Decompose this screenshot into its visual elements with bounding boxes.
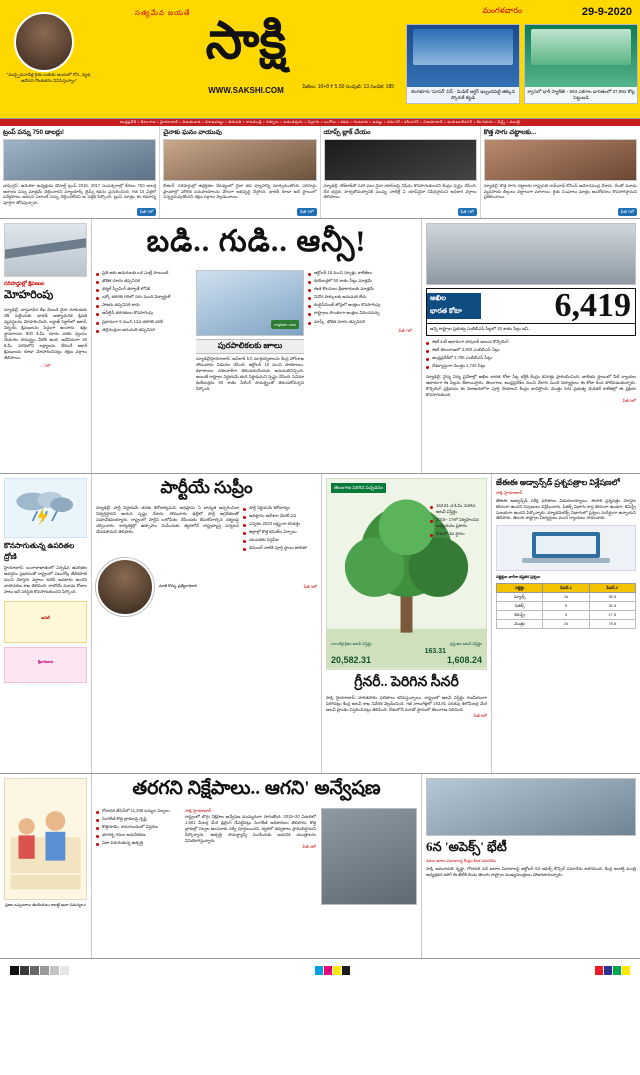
list-item: సింగరేణి కొత్త బ్లాకులపై దృష్టి — [96, 816, 180, 822]
masthead-quote: "ముప్పైమూడేళ్ల రైతు బతుకు అందులో గోస, వ్యథ, ఆవేదన గొంతుకను వినిపిస్తున్నాం" — [6, 72, 92, 83]
cricket-photo — [413, 29, 513, 65]
teaser-photo — [3, 139, 156, 181]
cell: 17.5 — [589, 610, 635, 619]
list-item: దేశంలో 3వ స్థానం — [430, 531, 482, 537]
cell: 30.5 — [589, 592, 635, 601]
teaser-page-tag[interactable]: పేజీ 7లో — [297, 208, 316, 216]
list-item: రాష్ట్రాలు సొంతంగా ఆంక్షలు విధించవచ్చు — [308, 310, 412, 316]
table-row — [497, 592, 636, 601]
weather-illustration — [4, 478, 87, 538]
tree-photo — [326, 478, 487, 670]
party-page-tag[interactable]: పేజీ 3లో — [303, 583, 317, 589]
green-right-value: 1,608.24 — [446, 655, 482, 665]
color-swatch — [315, 966, 323, 975]
promo-caption: బెంగళూరు 'సూపర్' విన్ - మిడిల్ ఆర్డర్ ఇబ్బందిపెట్టి తక్కువ స్కోరుకే కట్టడి — [407, 87, 519, 103]
masthead-right — [400, 0, 640, 118]
lead-page-tag[interactable]: పేజీ 7లో — [398, 327, 412, 333]
table-row — [497, 619, 636, 628]
edition-meta: పేజీలు: 10+8 ₹ 5.50 సంపుటి: 13 సంచిక: 185 — [302, 84, 394, 90]
missiles-story — [0, 219, 92, 473]
print-registration-bar — [0, 959, 640, 981]
lead-bullets2-col — [308, 270, 412, 392]
sanskrit-motto: సత్యమేవ జయతే — [135, 10, 191, 17]
bottom-band — [0, 774, 640, 959]
jee-table-title: సబ్జెక్టుల వారీగా కష్టతర ప్రశ్నలు — [496, 575, 541, 580]
lead-photo-col — [196, 270, 304, 392]
teaser-item[interactable] — [0, 126, 160, 218]
missiles-kicker: సరిహద్దుల్లో క్షిపణుల — [4, 281, 45, 287]
list-item: కంటైన్‌మెంట్ జోన్లలో ఆంక్షలు కొనసాగింపు — [308, 302, 412, 308]
quota-subtext: అన్ని రాష్ట్రాల ప్రభుత్వ ఎంబీబీఎస్ సీట్లలో 15 శాతం సీట్లు ఇవీ.. — [427, 323, 635, 335]
apex-headline: 6న 'అపెక్స్' భేటీ — [426, 839, 507, 854]
list-item: మాస్క్, భౌతిక దూరం తప్పనిసరి — [308, 319, 412, 325]
lead-band — [0, 219, 640, 474]
list-item: ప్రతి ఆరు అడుగులకు ఒక ఎంట్రీ పాయింట్ — [96, 270, 192, 276]
jee-story — [492, 474, 640, 773]
green-right-value-2: 163.31 — [424, 648, 446, 655]
missiles-headline: మోహరింపు — [4, 289, 54, 301]
weather-story — [0, 474, 92, 773]
color-bars-right — [595, 966, 630, 975]
teaser-page-tag[interactable]: పేజీ 7లో — [137, 208, 156, 216]
masthead — [0, 0, 640, 119]
cartoon-caption: ప్రజల ఒప్పందాలు తలకిందులు కాబట్టి ఇంకా సమస్యలు! — [5, 903, 86, 907]
river-photo — [426, 778, 636, 836]
teaser-page-tag[interactable]: పేజీ 7లో — [618, 208, 637, 216]
greenery-story — [322, 474, 492, 773]
color-swatch — [613, 966, 621, 975]
color-swatch — [342, 966, 350, 975]
quota-number: 6,419 — [554, 287, 631, 324]
cell: 5 — [543, 610, 589, 619]
jee-byline: సాక్షి, హైదరాబాద్ — [496, 489, 523, 495]
cell: 24 — [543, 619, 589, 628]
cell: కెమిస్ట్రీ — [497, 610, 543, 619]
list-item: 2015– 17లో నిర్వహించిన అధ్యయనం ప్రకారం — [430, 517, 482, 529]
lead-bullets-2 — [308, 270, 412, 325]
coal-page-tag[interactable]: పేజీ 4లో — [302, 843, 316, 849]
cell: మొత్తం — [497, 619, 543, 628]
color-swatch — [324, 966, 332, 975]
quota-points — [426, 339, 636, 371]
cell: ఫిజిక్స్ — [497, 601, 543, 610]
edition-strip: ఆంధ్రప్రదేశ్ • తెలంగాణ • హైదరాబాద్ • విజయవాడ • విశాఖపట్నం • తిరుపతి • రాజమండ్రి • కర్నూలు • అనంతపురం • నెల్లూరు • ఒంగోలు • కడప • గుంటూరు • ఖమ్మం • వరంగల్ • కరీంనగర్ • నిజామాబాద్ • మహబూబ్‌నగర్ • బెంగళూరు • చెన్నై • ముంబై — [0, 119, 640, 126]
coal-bullets — [96, 808, 180, 905]
cell: 10 — [543, 592, 589, 601]
teaser-row — [0, 126, 640, 219]
teaser-headline: ట్రంప్ పన్ను 750 డాలర్లు! — [3, 129, 65, 136]
lead-bullets — [96, 270, 192, 333]
list-item: ఒక్కో తరగతి గదిలో సగం మంది విద్యార్థులే — [96, 294, 192, 300]
color-swatch — [595, 966, 603, 975]
quota-text: న్యూఢిల్లీ: వైద్య విద్య ప్రవేశాల్లో అఖిల భారత కోటా సీట్ల భర్తీకి కేంద్రం కసరత్తు ప్రారంభించింది. జాతీయ స్థాయిలో నీట్ ర్యాంకుల ఆధారంగా ఈ సీట్లను కేటాయిస్తారు. తెలంగాణ, ఆంధ్రప్రదేశ్‌ల నుంచి వేలాది మంది విద్యార్థులు ఈ కోటా కింద పోటీపడుతున్నారు. కౌన్సెలింగ్ ప్రక్రియను ఈ నెలాఖరులోగా పూర్తి చేయాలని కేంద్రం భావిస్తోంది. మొత్తం 541 ప్రభుత్వ మెడికల్ కాలేజీల్లో ఈ ప్రక్రియ కొనసాగుతుంది. — [426, 374, 636, 398]
quota-stat-box — [426, 288, 636, 336]
teaser-headline: కొత్త సాగు చట్టాలకు... — [483, 129, 537, 136]
list-item: థియేటర్లలో 50 శాతం సీట్లు మాత్రమే — [308, 278, 412, 284]
cartoon-illustration — [5, 779, 86, 899]
greenery-text: సాక్షి, హైదరాబాద్: హరితహారం ఫలితాలు కనిపిస్తున్నాయి. రాష్ట్రంలో అటవీ విస్తీర్ణం గణనీయంగా పెరిగినట్లు కేంద్ర అటవీ శాఖ నివేదిక వెల్లడించింది. గత నాలుగేళ్లలో 163.81 చదరపు కిలోమీటర్ల మేర అటవీ ప్రాంతం విస్తరించినట్లు తెలిపింది. దేశంలోనే మూడో స్థానంలో తెలంగాణ నిలిచింది. — [326, 695, 487, 712]
list-item: యువతకు పెద్దపీట — [243, 537, 317, 543]
teaser-page-tag[interactable]: పేజీ 7లో — [458, 208, 477, 216]
laptop-illustration — [496, 525, 636, 571]
grey-step — [50, 966, 59, 975]
grey-step — [20, 966, 29, 975]
list-item: అక్టోబర్ 15 నుంచి స్కూళ్లు, కాలేజీలు — [308, 270, 412, 276]
party-text: న్యూఢిల్లీ: పార్టీ నిర్ణయమే తనకు శిరోధార్యమని, అధిష్ఠానం ఏ బాధ్యత అప్పగించినా నిర్వర్తిస్తానని ఆయన స్పష్టం చేశారు. సోమవారం ఢిల్లీలో పార్టీ అగ్రనేతలతో సమావేశమయ్యారు. రాష్ట్రంలో పార్టీని బలోపేతం చేసేందుకు తీసుకోవాల్సిన చర్యలపై చర్చించారు. కార్యకర్తల్లో ఉత్సాహం నింపేందుకు త్వరలోనే రాష్ట్రవ్యాప్త పర్యటన చేపడతామని తెలిపారు. — [96, 505, 239, 534]
table-row — [497, 610, 636, 619]
green-badge: తెలంగాణ పెరిగిన పచ్చదనం — [331, 483, 386, 493]
grey-step — [30, 966, 39, 975]
table-col-paper2: పేపర్-2 — [589, 583, 635, 592]
list-item: ఆన్‌లైన్ తరగతులు కొనసాగింపు — [96, 310, 192, 316]
color-swatch — [604, 966, 612, 975]
color-bars-left — [315, 966, 350, 975]
teaser-text: న్యూఢిల్లీ: కొత్త సాగు చట్టాలకు రాష్ట్రపతి రామ్‌నాథ్ కోవింద్ ఆమోదముద్ర వేశారు. దీంతో మూడు వ్యవసాయ బిల్లులు చట్టాలుగా మారాయి. రైతు సంఘాలు మాత్రం ఆందోళనలు కొనసాగిస్తామని ప్రకటించాయి. — [483, 183, 637, 200]
color-swatch — [333, 966, 341, 975]
list-item: ఈత కొలనులు క్రీడాకారులకు మాత్రమే — [308, 286, 412, 292]
apex-story — [422, 774, 640, 958]
teaser-headline: చైనాకు ఘనం వాయువు — [163, 129, 222, 136]
list-item: 163.81 చ.కి.మీ. పెరిగిన అటవీ విస్తీర్ణం — [430, 503, 482, 515]
teaser-text: బీజింగ్: సరిహద్దుల్లో ఉద్రిక్తతల నేపథ్యంలో చైనా తన వ్యూహాన్ని మార్చుకుంటోంది. సరిహద్దు ప్రాంతాల్లో మౌలిక సదుపాయాలను వేగంగా అభివృద్ధి చేస్తోంది. భారత్ కూడా అదే స్థాయిలో సన్నద్ధమవుతోందని రక్షణ వర్గాలు వెల్లడించాయి. — [163, 183, 317, 200]
list-item: తల్లిదండ్రుల అనుమతి తప్పనిసరి — [96, 327, 192, 333]
missiles-text: న్యూఢిల్లీ: వాస్తవాధీన రేఖ వెంబడి చైనా దూకుడుకు చెక్ పెట్టేందుకు భారత్ అత్యాధునిక క్షిపణి వ్యవస్థలను మోహరించింది. లద్దాఖ్ సెక్టార్‌లో ఆకాశ్, నిర్భయ్ క్షిపణులను సిద్ధంగా ఉంచారు. శత్రు స్థావరాలను 800 కి.మీ. దూరం వరకు ధ్వంసం చేయగల సామర్థ్యం వీటికి ఉంది. అదేవిధంగా 40 కి.మీ. పరిధిలోని లక్ష్యాలను ఛేదించే ఆకాశ్ క్షిపణులను కూడా మోహరించినట్లు రక్షణ వర్గాలు తెలిపాయి. — [4, 307, 87, 360]
grey-step — [40, 966, 49, 975]
list-item: థర్మల్ స్క్రీనింగ్ తర్వాతే లోనికి — [96, 286, 192, 292]
party-bullets — [243, 505, 317, 554]
teaser-item[interactable] — [321, 126, 481, 218]
party-headline: పార్టీయే సుప్రీం — [160, 478, 253, 497]
stethoscope-photo — [426, 223, 636, 285]
list-item: కొత్తగూడెం, రామగుండంలో విస్తరణ — [96, 824, 180, 830]
list-item: ప్రధానంగా 9 నుంచి 12వ తరగతి వరకే — [96, 319, 192, 325]
ad-yellow[interactable] — [4, 601, 87, 643]
laptop-icon — [497, 526, 635, 570]
newspaper-title: సాక్షి — [205, 13, 287, 70]
greenery-page-tag[interactable]: పేజీ 6లో — [473, 712, 487, 718]
list-item: ఏటా పెరుగుతున్న ఉత్పత్తి — [96, 840, 180, 846]
apex-subhead: నదుల జలాల వివాదాలపై కేంద్రం కీలక సమావేశం — [426, 859, 496, 863]
table-header-row — [497, 583, 636, 592]
ad-pink[interactable] — [4, 647, 87, 683]
list-item: హాజరు తప్పనిసరి కాదు — [96, 302, 192, 308]
green-left-value: 20,582.31 — [331, 655, 372, 665]
quota-page-tag[interactable]: పేజీ 5లో — [622, 398, 636, 404]
teaser-item[interactable] — [481, 126, 640, 218]
cartoon-panel — [0, 774, 92, 958]
table-row — [497, 601, 636, 610]
list-item: భౌతిక దూరం తప్పనిసరి — [96, 278, 192, 284]
website-url[interactable]: WWW.SAKSHI.COM — [208, 86, 284, 95]
coal-story — [92, 774, 422, 958]
lead-story — [92, 219, 422, 473]
table-col-paper1: పేపర్-1 — [543, 583, 589, 592]
cell: 79.5 — [589, 619, 635, 628]
teaser-item[interactable] — [160, 126, 320, 218]
color-swatch — [622, 966, 630, 975]
teaser-text: వాషింగ్టన్: అమెరికా అధ్యక్షుడు డొనాల్డ్ ట్రంప్ 2016, 2017 సంవత్సరాల్లో కేవలం 750 డాలర్ల ఆదాయ పన్ను మాత్రమే చెల్లించారని న్యూయార్క్ టైమ్స్ కథనం ప్రచురించింది. గత 15 ఏళ్లలో పదేళ్లపాటు ఆయన ఎలాంటి పన్ను చెల్లించలేదని ఆ పత్రిక పేర్కొంది. ట్రంప్ మాత్రం ఈ కథనాన్ని పూర్తిగా తోసిపుచ్చారు. — [3, 183, 157, 206]
cell: మ్యాథ్స్ — [497, 592, 543, 601]
lead-sub-text: న్యూఢిల్లీ/హైదరాబాద్: అన్‌లాక్ 5.0 మార్గదర్శకాలను కేంద్ర హోంశాఖ సోమవారం విడుదల చేసింది. అక్టోబర్ 15 నుంచి పాఠశాలలు, కళాశాలలు దశలవారీగా తెరుచుకునేందుకు అనుమతినిచ్చింది. అయితే రాష్ట్రాల నిర్ణయమే తుది నిర్ణయమని స్పష్టం చేసింది. సినిమా థియేటర్లను 50 శాతం సీటింగ్ సామర్థ్యంతో తెరుచుకోవచ్చని పేర్కొంది. — [196, 356, 304, 391]
party-photo-caption: మాజీ కొమ్మ, ప్రత్యేకాధికారి — [159, 584, 197, 588]
list-item: గోదావరి బేసిన్‌లో 11,295 టన్నుల నిల్వలు — [96, 808, 180, 814]
promo-caption: శ్వాసలో భారీ ప్యాకేజీ! - 593 ఎకరాల భారతంలో 37,982 కోట్ల పెట్టుబడి — [525, 87, 637, 103]
jee-headline: జేఈఈ అడ్వాన్స్‌డ్ ప్రశ్నపత్రాల విశ్లేషణలో — [496, 478, 620, 487]
quota-badge-line2: భారత కోటా — [427, 306, 481, 319]
grey-step — [60, 966, 69, 975]
missile-photo — [4, 223, 87, 277]
weather-text: హైదరాబాద్: బంగాళాఖాతంలో ఏర్పడిన ఉపరితల ఆవర్తనం ప్రభావంతో రాష్ట్రంలో పలుచోట్ల తేలికపాటి నుంచి మోస్తరు వర్షాలు కురిసే అవకాశం ఉందని వాతావరణ శాఖ తెలిపింది. రాబోయే మూడు రోజుల పాటు ఇదే పరిస్థితి కొనసాగుతుందని పేర్కొంది. — [4, 565, 87, 594]
list-item: జిల్లాల్లో కొత్త కమిటీల ఏర్పాటు — [243, 529, 317, 535]
teaser-text: న్యూఢిల్లీ: టిక్‌టాక్‌తో సహా పలు చైనా యాప్‌లపై నిషేధం కొనసాగుతుందని కేంద్రం స్పష్టం చేసింది. దేశ భద్రత, సార్వభౌమత్వానికి ముప్పు వాటిల్లే ఏ యాప్‌నైనా నిషేధిస్తామని అధికార వర్గాలు తెలిపాయి. — [323, 183, 477, 200]
middle-band — [0, 474, 640, 774]
grey-step — [10, 966, 19, 975]
teaser-photo — [163, 139, 316, 181]
grey-scale-strip — [10, 966, 69, 975]
political-cartoon — [4, 778, 87, 900]
table-col-subject: సబ్జెక్టు — [497, 583, 543, 592]
ad-yellow-label: అనిల్ — [41, 615, 50, 620]
list-item: వినోద పార్కులకు అనుమతి లేదు — [308, 294, 412, 300]
avatar — [96, 558, 154, 616]
register-now-button[interactable]: register now — [271, 320, 299, 329]
list-item: డిసెంబర్ నాటికి పూర్తి స్థాయి జాబితా — [243, 545, 317, 551]
greenery-headline: గ్రీనరీ.. పెరిగిన సీనరీ — [354, 675, 459, 690]
promo-card-investment[interactable] — [524, 24, 638, 104]
green-left-label: నాలుగేళ్ల క్రితం అటవీ విస్తీర్ణం — [331, 641, 372, 646]
jee-text: జేఈఈ అడ్వాన్స్‌డ్ పరీక్ష ఫలితాలు విడుదలయ్యాయి. ఈసారి ప్రశ్నపత్రం మోస్తరు కఠినంగా ఉందని నిపుణులు విశ్లేషించారు. ఫిజిక్స్ విభాగం కాస్త కఠినంగా ఉండగా, కెమిస్ట్రీ సులభంగా ఉందని పేర్కొన్నారు. మ్యాథమెటిక్స్ విభాగంలో ప్రశ్నలు సుదీర్ఘంగా ఉన్నాయని తెలిపారు. తెలుగు రాష్ట్రాల విద్యార్థులు మంచి ర్యాంకులు సాధించారు. — [496, 497, 636, 521]
coal-byline: సాక్షి, హైదరాబాద్ — [185, 808, 212, 813]
jee-table — [496, 583, 636, 629]
list-item: పార్టీ నిర్ణయమే శిరోధార్యం — [243, 505, 317, 511]
coal-text: రాష్ట్రంలో బొగ్గు నిక్షేపాల అన్వేషణ ముమ్మరంగా సాగుతోంది. 2019–20 ఏడాదిలో 1,501 మీటర్ల మేర డ్రిల్లింగ్ చేపట్టినట్లు సింగరేణి అధికారులు తెలిపారు. కొత్త బ్లాకుల్లో నిల్వల అంచనాకు సర్వే పూర్తయిందని, త్వరలో తవ్వకాలు ప్రారంభిస్తామని పేర్కొన్నారు. ఉత్పత్తి సామర్థ్యాన్ని పెంచేందుకు ఆధునిక యంత్రాలను వినియోగిస్తున్నారు. — [185, 814, 316, 843]
list-item: భూగర్భ గనుల ఆధునీకరణ — [96, 832, 180, 838]
promo-card-cricket[interactable] — [406, 24, 520, 104]
lead-headline: బడి.. గుడి.. ఆన్సీ! — [146, 225, 367, 258]
editor-portrait — [14, 12, 74, 72]
list-item: ఎన్నికల 2023 లక్ష్యంగా కసరత్తు — [243, 521, 317, 527]
list-item: ఆంధ్రప్రదేశ్‌లో 2,785 ఎంబీబీఎస్ సీట్లు — [426, 355, 636, 361]
medical-quota-story — [422, 219, 640, 473]
cell: 9 — [543, 601, 589, 610]
green-right-label: ప్రస్తుతం అటవీ విస్తీర్ణం — [450, 641, 482, 646]
date-label: 29-9-2020 — [581, 6, 632, 18]
list-item: ఈటీ తెలంగాణలో 3,900 ఎంబీబీఎస్ సీట్లు — [426, 347, 636, 353]
green-stats — [430, 503, 482, 539]
rain-cloud-icon — [5, 479, 86, 537]
weekday-label: మంగళవారం — [482, 6, 522, 15]
list-item: ఈటీ ఓటీ ఆధారంగా పాపులర్ అయిన కౌన్సెలింగ్ — [426, 339, 636, 345]
missiles-page-tag[interactable]: – 7లో — [40, 362, 51, 368]
ad-pink-label: శ్రీవారిబాట — [37, 659, 54, 664]
lead-bullets-col — [96, 270, 192, 392]
list-item: దేశవ్యాప్తంగా మొత్తం 1,740 సీట్లు — [426, 363, 636, 369]
quota-badge-line1: అఖిల — [427, 293, 481, 306]
apex-text: సాక్షి, అమరావతి: కృష్ణా, గోదావరి నదీ జలాల వివాదాలపై అక్టోబర్ 6న అపెక్స్ కౌన్సిల్ సమావేశం జరగనుంది. కేంద్ర జలశక్తి మంత్రి అధ్యక్షతన జరిగే ఈ భేటీకి రెండు తెలుగు రాష్ట్రాల ముఖ్యమంత్రులు హాజరుకానున్నారు. — [426, 866, 636, 878]
list-item: అధిష్ఠానం ఆదేశాల మేరకే పని — [243, 513, 317, 519]
teaser-photo — [484, 139, 637, 181]
mine-photo — [321, 808, 417, 905]
classroom-photo — [196, 270, 304, 336]
coal-headline: తరగని నిక్షేపాలు.. ఆగని' అన్వేషణ — [132, 778, 381, 799]
weather-headline: కొనసాగుతున్న ఉపరితల ద్రోణి — [4, 541, 75, 561]
party-story — [92, 474, 322, 773]
cell: 31.5 — [589, 601, 635, 610]
lead-subhead: పురపాలికలకు జూలు — [196, 339, 304, 354]
masthead-left — [0, 0, 400, 118]
teaser-headline: యాప్స్ బ్లాక్ చేయం — [323, 129, 371, 136]
chart-arrow-icon — [531, 29, 631, 65]
teaser-photo — [324, 139, 477, 181]
